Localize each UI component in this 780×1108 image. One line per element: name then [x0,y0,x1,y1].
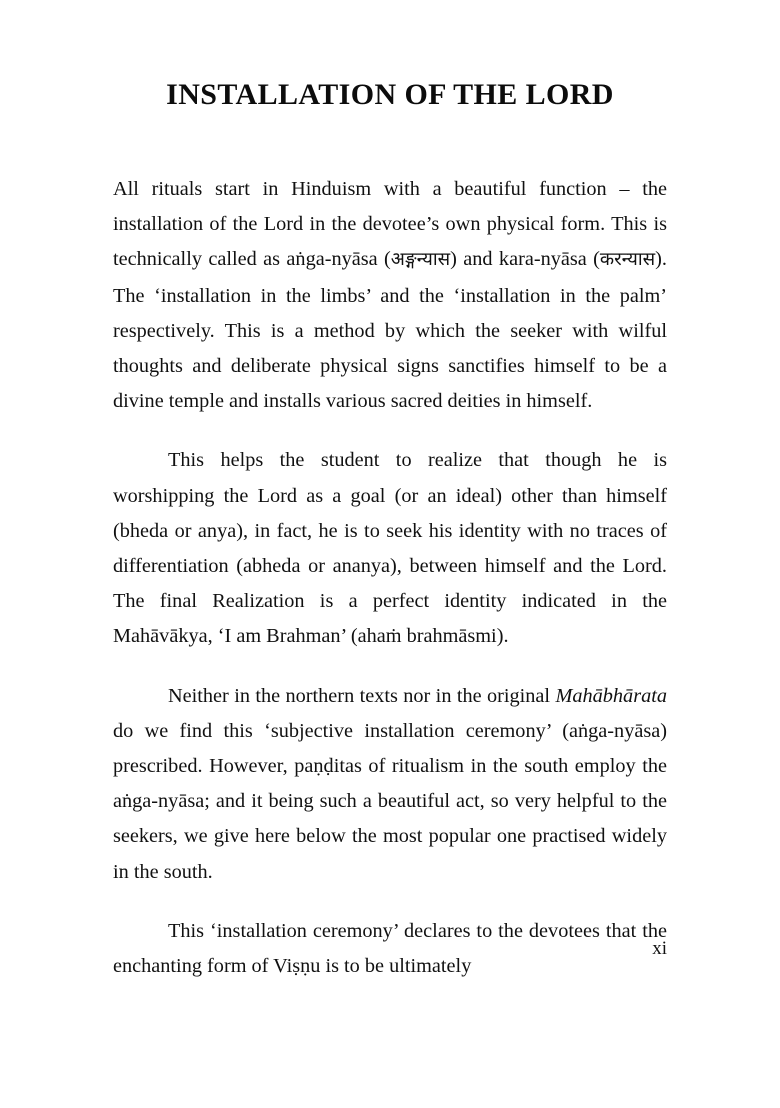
paragraph-4: This ‘installation ceremony’ declares to the devotees that the enchanting form of Viṣṇu is to be ultimately [113,919,667,978]
page-title: INSTALLATION OF THE LORD [166,78,614,111]
italic-title: Mahābhārata [555,684,667,707]
page-number: xi [652,938,667,959]
paragraph-3: Neither in the northern texts nor in the original Mahābhārata do we find this ‘subjective installation ceremony’ (aṅga-nyāsa) prescribed. However, paṇḍitas of ritualism in the south employ the aṅga-nyāsa; and it being such a beautiful act, so very helpful to the seekers, we give here below the most popular one practised widely in the south. [113,684,667,883]
paragraph-2: This helps the student to realize that though he is worshipping the Lord as a goal (or an ideal) other than himself (bheda or anya), in fact, he is to seek his identity with no traces of differentiation (abheda or ananya), between himself and the Lord. The final Realization is a perfect identity indicated in the Mahāvākya, ‘I am Brahman’ (ahaṁ brahmāsmi). [113,449,667,648]
paragraph-1: All rituals start in Hinduism with a beautiful function – the installation of the Lord in the devotee’s own physical form. This is technically called as aṅga-nyāsa (अङ्गन्यास) and kara-nyāsa (करन्यास). The ‘installation in the limbs’ and the ‘installation in the palm’ respectively. This is a method by which the seeker with wilful thoughts and deliberate physical signs sanctifies himself to be a divine temple and installs various sacred deities in himself. [113,178,667,413]
devanagari-term: अङ्गन्यास [390,250,451,271]
devanagari-term: करन्यास [599,250,656,271]
page-content [113,0,667,984]
